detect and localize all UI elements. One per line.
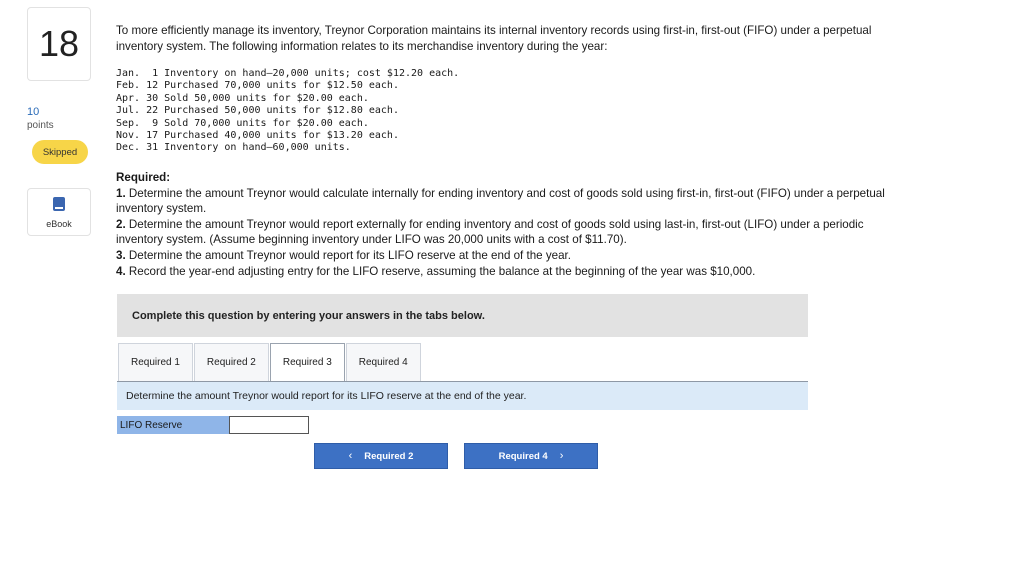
tab-instruction: Determine the amount Treynor would report for its LIFO reserve at the end of the year.	[117, 382, 808, 410]
question-number: 18	[27, 7, 91, 81]
required-item-text: Determine the amount Treynor would calculate internally for ending inventory and cost of goods sold using first-in, first-out (FIFO) under a perpetual inventory system.	[116, 186, 885, 216]
skipped-badge: Skipped	[32, 140, 88, 164]
complete-prompt: Complete this question by entering your answers in the tabs below.	[117, 294, 808, 337]
lifo-reserve-row	[117, 416, 309, 434]
required-item-text: Record the year-end adjusting entry for the LIFO reserve, assuming the balance at the beginning of the year was $10,000.	[128, 264, 756, 278]
prev-required-label: Required 2	[364, 450, 414, 462]
transaction-line: Dec. 31 Inventory on hand—60,000 units.	[116, 142, 351, 154]
transaction-line: Nov. 17 Purchased 40,000 units for $13.20 each.	[116, 130, 399, 142]
required-item-number: 2.	[116, 217, 126, 231]
ebook-button[interactable]	[27, 188, 91, 236]
tab-bar	[118, 343, 421, 382]
points-value: 10	[27, 106, 40, 118]
book-icon	[53, 197, 65, 211]
tab-required-3[interactable]: Required 3	[270, 343, 345, 381]
required-item	[116, 186, 886, 217]
tab-required-1[interactable]: Required 1	[118, 343, 193, 381]
chevron-right-icon: ›	[559, 450, 564, 462]
tab-required-2[interactable]: Required 2	[194, 343, 269, 381]
transaction-list	[116, 68, 459, 155]
question-intro: To more efficiently manage its inventory, Treynor Corporation maintains its internal inventory records using first-in, first-out (FIFO) under a perpetual inventory system. The following information relates to its merchandise inventory during the year:	[116, 24, 872, 53]
tab-required-4[interactable]: Required 4	[346, 343, 421, 381]
prev-required-button[interactable]	[314, 443, 448, 469]
next-required-label: Required 4	[498, 450, 548, 462]
required-item	[116, 264, 886, 280]
lifo-reserve-label: LIFO Reserve	[117, 416, 229, 434]
required-item	[116, 248, 886, 264]
required-item-text: Determine the amount Treynor would report for its LIFO reserve at the end of the year.	[128, 248, 571, 262]
points-block	[27, 106, 91, 133]
next-required-button[interactable]	[464, 443, 598, 469]
required-item-text: Determine the amount Treynor would report externally for ending inventory and cost of goods sold using last-in, first-out (LIFO) under a periodic inventory system. (Assume beginning inventory under LIFO was 20,000 units with a cost of $11.70).	[116, 217, 864, 247]
required-heading: Required:	[116, 171, 171, 184]
required-item-number: 3.	[116, 248, 126, 262]
required-item	[116, 217, 886, 248]
required-section	[116, 170, 886, 279]
required-item-number: 1.	[116, 186, 126, 200]
transaction-line: Sep. 9 Sold 70,000 units for $20.00 each.	[116, 117, 369, 129]
ebook-label: eBook	[46, 219, 72, 229]
points-label: points	[27, 120, 54, 131]
required-item-number: 4.	[116, 264, 126, 278]
chevron-left-icon: ‹	[348, 450, 353, 462]
transaction-line: Jul. 22 Purchased 50,000 units for $12.80 each.	[116, 105, 399, 117]
transaction-line: Apr. 30 Sold 50,000 units for $20.00 each.	[116, 92, 369, 104]
transaction-line: Jan. 1 Inventory on hand—20,000 units; cost $12.20 each.	[116, 68, 460, 79]
transaction-line: Feb. 12 Purchased 70,000 units for $12.50 each.	[116, 80, 399, 92]
lifo-reserve-input[interactable]	[229, 416, 309, 434]
